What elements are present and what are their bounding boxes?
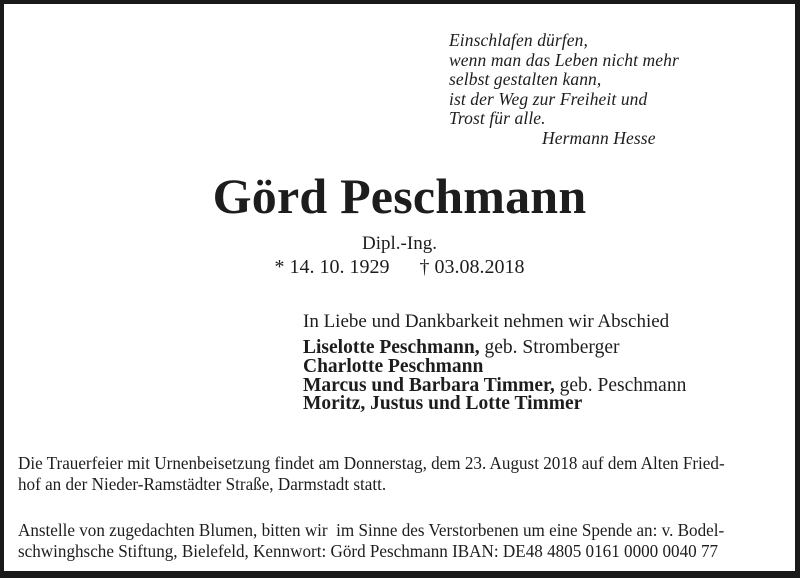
funeral-notice-line: hof an der Nieder-Ramstädter Straße, Darmstadt statt. <box>18 473 387 494</box>
mourner-name: Charlotte Peschmann <box>303 355 484 377</box>
epigraph-line: Einschlafen dürfen, <box>449 30 588 50</box>
funeral-notice-line: Die Trauerfeier mit Urnenbeisetzung findet am Donnerstag, dem 23. August 2018 auf dem Alten Fried- <box>18 453 725 473</box>
deceased-title: Dipl.-Ing. <box>362 233 437 254</box>
deceased-name: Görd Peschmann <box>212 168 587 224</box>
mourner-line <box>303 395 686 414</box>
epigraph-line: wenn man das Leben nicht mehr <box>449 49 679 70</box>
mourner-suffix: geb. Stromberger <box>479 337 620 358</box>
epigraph-line: ist der Weg zur Freiheit und <box>449 88 648 109</box>
epigraph <box>449 31 679 149</box>
donation-notice <box>18 520 761 561</box>
mourner-suffix: geb. Peschmann <box>554 374 687 396</box>
donation-notice-line: schwinghsche Stiftung, Bielefeld, Kennwort: Görd Peschmann IBAN: DE48 4805 0161 0000 0040 77 <box>18 540 719 561</box>
donation-notice-line: Anstelle von zugedachten Blumen, bitten wir im Sinne des Verstorbenen um eine Spende an: v. Bodel- <box>18 520 725 540</box>
mourners-list <box>303 339 686 414</box>
death-date: † 03.08.2018 <box>419 256 525 278</box>
funeral-notice <box>18 453 762 494</box>
epigraph-line: Trost für alle. <box>449 108 546 129</box>
epigraph-line: selbst gestalten kann, <box>449 69 602 90</box>
mourner-name: Moritz, Justus und Lotte Timmer <box>303 393 583 415</box>
birth-date: * 14. 10. 1929 <box>274 256 390 278</box>
mourner-name: Marcus und Barbara Timmer, <box>303 374 555 396</box>
life-dates <box>4 256 795 279</box>
farewell-block <box>303 311 686 414</box>
epigraph-attribution: Hermann Hesse <box>542 127 656 148</box>
farewell-intro: In Liebe und Dankbarkeit nehmen wir Abschied <box>303 311 670 332</box>
mourner-name: Liselotte Peschmann, <box>303 337 480 358</box>
